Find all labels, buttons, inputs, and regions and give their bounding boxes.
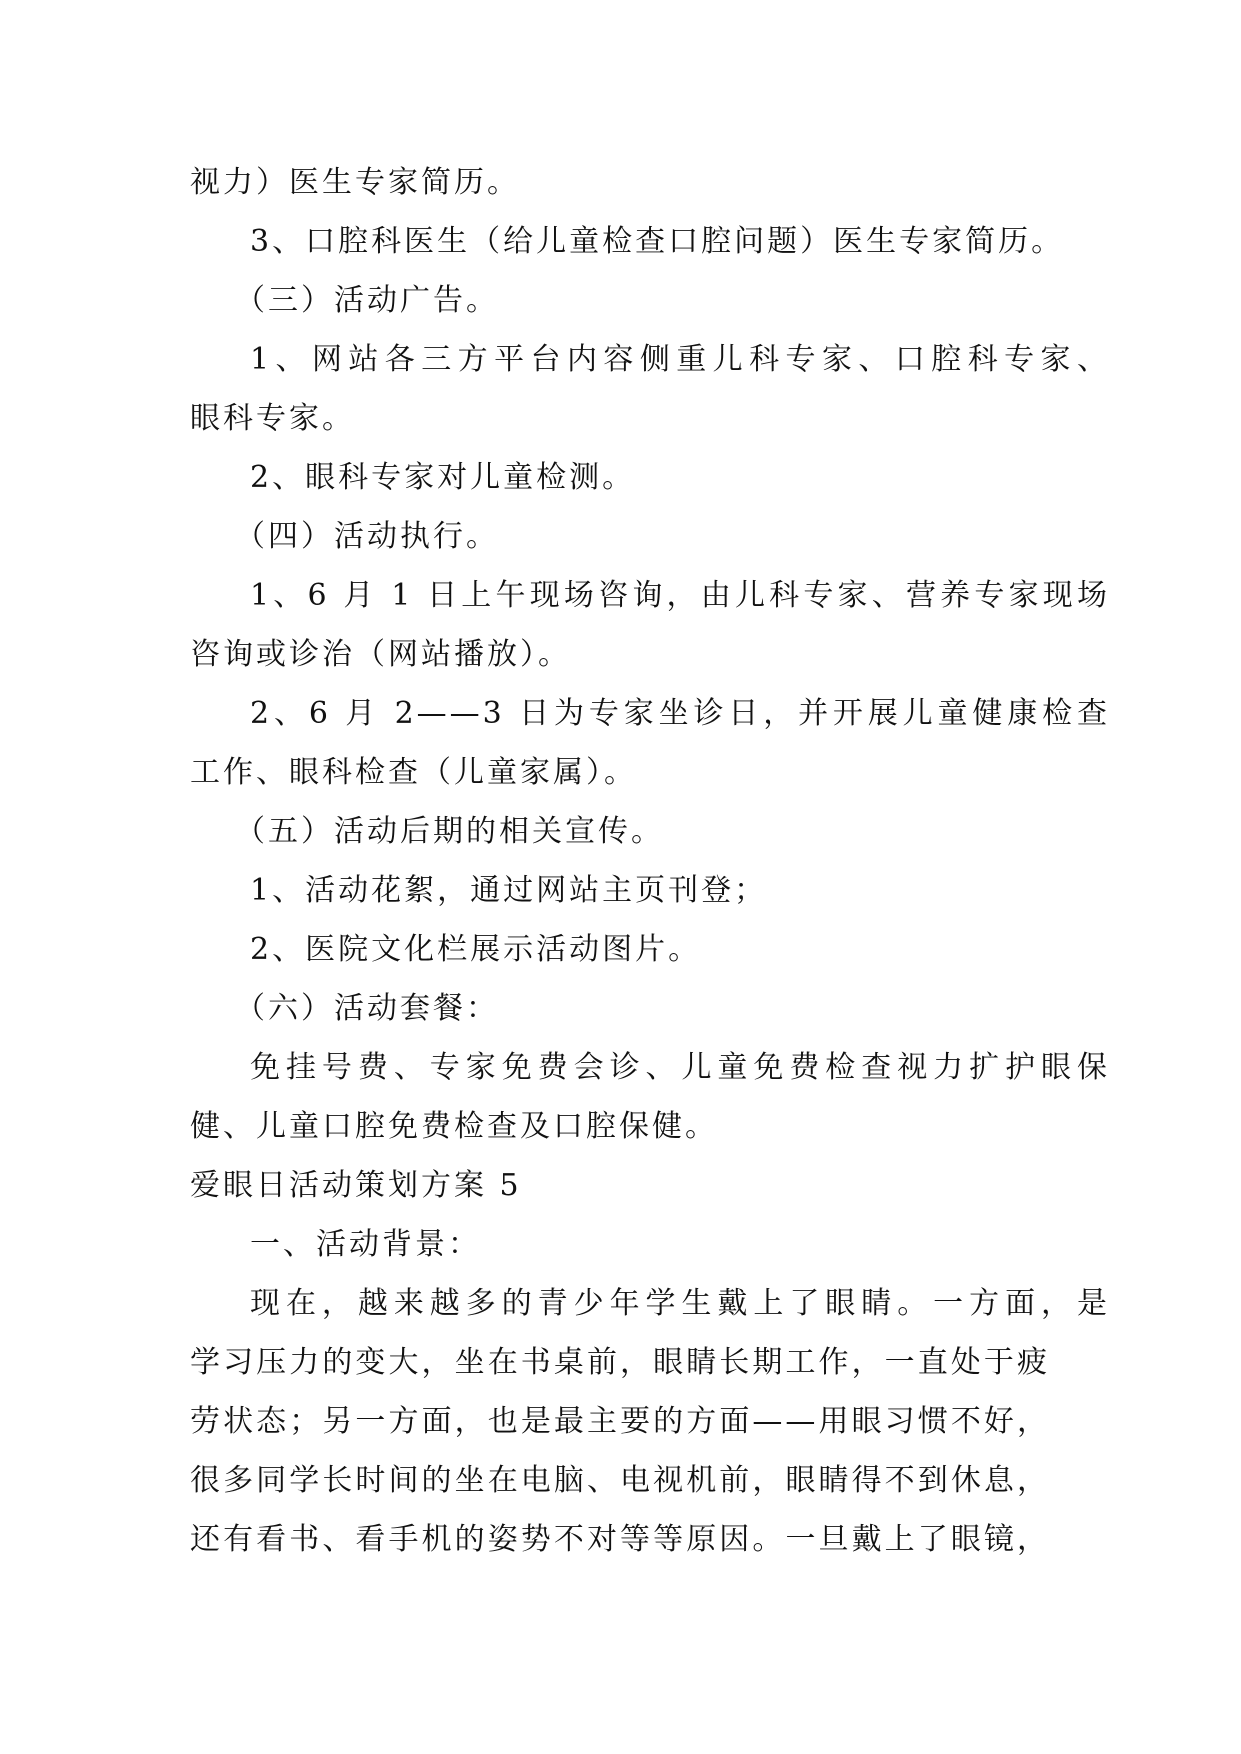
text-line: 3、口腔科医生（给儿童检查口腔问题）医生专家简历。	[250, 224, 1065, 259]
text-line: 现在，越来越多的青少年学生戴上了眼睛。一方面，是	[250, 1286, 1110, 1321]
text-line: 劳状态；另一方面，也是最主要的方面——用眼习惯不好，	[190, 1404, 1050, 1439]
text-line: 2、医院文化栏展示活动图片。	[250, 932, 702, 967]
section-heading: （六）活动套餐：	[235, 991, 499, 1026]
section-heading: （五）活动后期的相关宣传。	[235, 814, 664, 849]
text-line: 健、儿童口腔免费检查及口腔保健。	[190, 1109, 718, 1144]
text-line: 2、眼科专家对儿童检测。	[250, 460, 636, 495]
section-heading: （四）活动执行。	[235, 519, 499, 554]
text-line: 1、活动花絮，通过网站主页刊登；	[250, 873, 768, 908]
text-line: 1、网站各三方平台内容侧重儿科专家、口腔科专家、	[250, 342, 1110, 377]
text-line: 还有看书、看手机的姿势不对等等原因。一旦戴上了眼镜，	[190, 1522, 1050, 1557]
section-heading: 一、活动背景：	[250, 1227, 481, 1262]
text-line: 眼科专家。	[190, 401, 355, 436]
text-line: 2、6 月 2——3 日为专家坐诊日，并开展儿童健康检查	[250, 696, 1110, 731]
text-line: 视力）医生专家简历。	[190, 165, 520, 200]
document-title: 爱眼日活动策划方案 5	[190, 1168, 522, 1203]
text-line: 学习压力的变大，坐在书桌前，眼睛长期工作，一直处于疲	[190, 1345, 1050, 1380]
document-body	[190, 153, 1110, 1569]
text-line: 免挂号费、专家免费会诊、儿童免费检查视力扩护眼保	[250, 1050, 1110, 1085]
text-line: 工作、眼科检查（儿童家属）。	[190, 755, 637, 790]
section-heading: （三）活动广告。	[235, 283, 499, 318]
text-line: 咨询或诊治（网站播放）。	[190, 637, 571, 672]
text-line: 很多同学长时间的坐在电脑、电视机前，眼睛得不到休息，	[190, 1463, 1050, 1498]
text-line: 1、6 月 1 日上午现场咨询，由儿科专家、营养专家现场	[250, 578, 1110, 613]
